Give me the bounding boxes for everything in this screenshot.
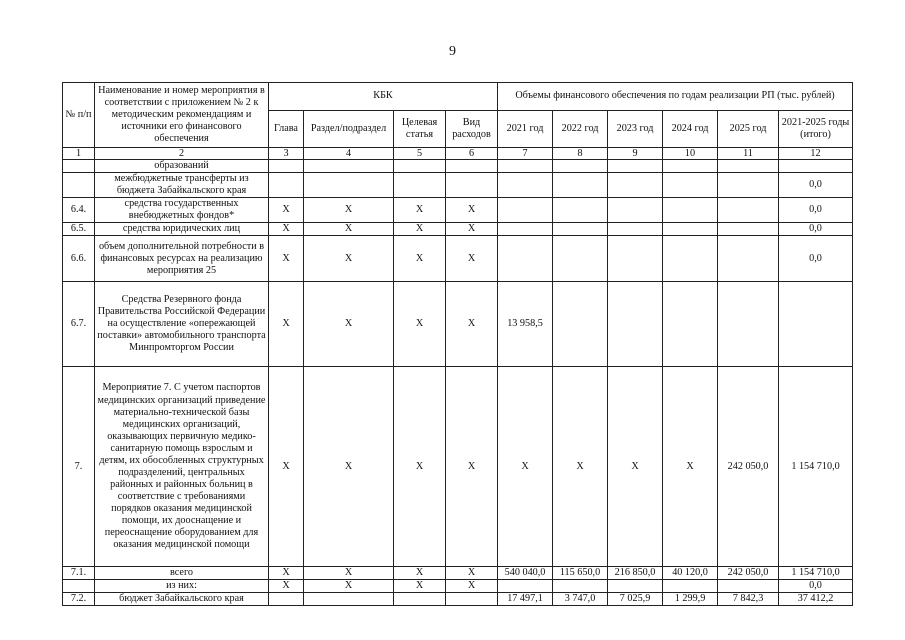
value-2022-cell xyxy=(553,223,608,236)
col-index: 5 xyxy=(394,148,446,160)
value-total-cell: 0,0 xyxy=(779,173,853,198)
row-name: бюджет Забайкальского края xyxy=(95,593,269,606)
row-number: 7. xyxy=(63,367,95,567)
table-row xyxy=(63,223,853,236)
kbk-statya-cell: X xyxy=(394,223,446,236)
value-2025-cell xyxy=(718,198,779,223)
kbk-vid-cell: X xyxy=(446,567,498,580)
value-2025-cell xyxy=(718,236,779,282)
kbk-statya-cell: X xyxy=(394,567,446,580)
value-2023-cell xyxy=(608,282,663,367)
table-row xyxy=(63,580,853,593)
value-2024-cell xyxy=(663,282,718,367)
row-number: 6.5. xyxy=(63,223,95,236)
header-kbk: КБК xyxy=(269,83,498,111)
kbk-statya-cell: X xyxy=(394,580,446,593)
value-2023-cell xyxy=(608,198,663,223)
kbk-razdel-cell: X xyxy=(304,236,394,282)
value-2023-cell xyxy=(608,580,663,593)
kbk-statya-cell: X xyxy=(394,198,446,223)
value-2023-cell: 7 025,9 xyxy=(608,593,663,606)
value-2025-cell: 7 842,3 xyxy=(718,593,779,606)
col-index: 4 xyxy=(304,148,394,160)
col-index: 6 xyxy=(446,148,498,160)
row-number xyxy=(63,173,95,198)
value-2021-cell xyxy=(498,198,553,223)
value-total-cell xyxy=(779,160,853,173)
header-kbk-razdel: Раздел/подраздел xyxy=(304,111,394,148)
col-index: 2 xyxy=(95,148,269,160)
row-number: 6.6. xyxy=(63,236,95,282)
value-2025-cell xyxy=(718,580,779,593)
kbk-razdel-cell: X xyxy=(304,580,394,593)
value-2023-cell: X xyxy=(608,367,663,567)
value-2024-cell xyxy=(663,198,718,223)
row-number xyxy=(63,160,95,173)
col-index: 11 xyxy=(718,148,779,160)
kbk-razdel-cell: X xyxy=(304,223,394,236)
col-index: 3 xyxy=(269,148,304,160)
kbk-glava-cell: X xyxy=(269,198,304,223)
value-2023-cell xyxy=(608,236,663,282)
value-2024-cell xyxy=(663,223,718,236)
value-2022-cell: 3 747,0 xyxy=(553,593,608,606)
table-row xyxy=(63,236,853,282)
value-2021-cell: 13 958,5 xyxy=(498,282,553,367)
kbk-razdel-cell xyxy=(304,173,394,198)
value-2021-cell: X xyxy=(498,367,553,567)
value-2021-cell xyxy=(498,236,553,282)
value-2025-cell xyxy=(718,223,779,236)
table-row xyxy=(63,567,853,580)
page-number: 9 xyxy=(449,44,456,59)
header-year-2025: 2025 год xyxy=(718,111,779,148)
value-2024-cell: X xyxy=(663,367,718,567)
value-total-cell: 1 154 710,0 xyxy=(779,567,853,580)
value-2021-cell xyxy=(498,580,553,593)
value-2024-cell xyxy=(663,160,718,173)
col-index: 1 xyxy=(63,148,95,160)
kbk-glava-cell: X xyxy=(269,223,304,236)
row-number: 6.7. xyxy=(63,282,95,367)
header-year-2022: 2022 год xyxy=(553,111,608,148)
value-2025-cell: 242 050,0 xyxy=(718,367,779,567)
value-2023-cell: 216 850,0 xyxy=(608,567,663,580)
value-2025-cell xyxy=(718,282,779,367)
value-total-cell: 0,0 xyxy=(779,198,853,223)
value-2024-cell: 40 120,0 xyxy=(663,567,718,580)
value-total-cell xyxy=(779,282,853,367)
value-total-cell: 37 412,2 xyxy=(779,593,853,606)
header-year-2021: 2021 год xyxy=(498,111,553,148)
kbk-vid-cell: X xyxy=(446,367,498,567)
kbk-vid-cell: X xyxy=(446,236,498,282)
value-2023-cell xyxy=(608,223,663,236)
col-index: 7 xyxy=(498,148,553,160)
value-total-cell: 0,0 xyxy=(779,236,853,282)
value-2024-cell xyxy=(663,236,718,282)
row-name: образований xyxy=(95,160,269,173)
col-index: 9 xyxy=(608,148,663,160)
header-kbk-statya: Целевая статья xyxy=(394,111,446,148)
kbk-statya-cell xyxy=(394,160,446,173)
header-year-2023: 2023 год xyxy=(608,111,663,148)
kbk-vid-cell: X xyxy=(446,282,498,367)
kbk-razdel-cell: X xyxy=(304,367,394,567)
header-year-2024: 2024 год xyxy=(663,111,718,148)
row-name: средства государственных внебюджетных фондов* xyxy=(95,198,269,223)
value-2022-cell xyxy=(553,580,608,593)
value-2025-cell xyxy=(718,160,779,173)
value-total-cell: 1 154 710,0 xyxy=(779,367,853,567)
value-2025-cell: 242 050,0 xyxy=(718,567,779,580)
column-index-row xyxy=(63,148,853,160)
header-volumes: Объемы финансового обеспечения по годам реализации РП (тыс. рублей) xyxy=(498,83,853,111)
row-name: межбюджетные трансферты из бюджета Забайкальского края xyxy=(95,173,269,198)
kbk-glava-cell xyxy=(269,160,304,173)
kbk-razdel-cell xyxy=(304,593,394,606)
value-2021-cell xyxy=(498,160,553,173)
kbk-vid-cell: X xyxy=(446,580,498,593)
kbk-razdel-cell: X xyxy=(304,282,394,367)
value-2023-cell xyxy=(608,173,663,198)
kbk-glava-cell: X xyxy=(269,236,304,282)
table-row xyxy=(63,198,853,223)
kbk-glava-cell: X xyxy=(269,282,304,367)
col-index: 8 xyxy=(553,148,608,160)
row-name: объем дополнительной потребности в финансовых ресурсах на реализацию мероприятия 25 xyxy=(95,236,269,282)
value-2022-cell xyxy=(553,198,608,223)
row-number: 7.2. xyxy=(63,593,95,606)
value-2022-cell xyxy=(553,173,608,198)
value-2021-cell: 540 040,0 xyxy=(498,567,553,580)
financing-table xyxy=(62,82,853,606)
table-row xyxy=(63,593,853,606)
kbk-vid-cell xyxy=(446,160,498,173)
kbk-vid-cell xyxy=(446,593,498,606)
value-total-cell: 0,0 xyxy=(779,580,853,593)
value-2021-cell xyxy=(498,173,553,198)
value-2023-cell xyxy=(608,160,663,173)
kbk-razdel-cell: X xyxy=(304,567,394,580)
value-2022-cell xyxy=(553,160,608,173)
row-number: 7.1. xyxy=(63,567,95,580)
value-2024-cell xyxy=(663,580,718,593)
kbk-statya-cell: X xyxy=(394,282,446,367)
value-2024-cell xyxy=(663,173,718,198)
header-kbk-glava: Глава xyxy=(269,111,304,148)
table-row xyxy=(63,160,853,173)
table-row xyxy=(63,173,853,198)
value-2025-cell xyxy=(718,173,779,198)
row-number: 6.4. xyxy=(63,198,95,223)
value-2024-cell: 1 299,9 xyxy=(663,593,718,606)
value-2022-cell: 115 650,0 xyxy=(553,567,608,580)
value-2022-cell: X xyxy=(553,367,608,567)
kbk-glava-cell xyxy=(269,173,304,198)
kbk-vid-cell: X xyxy=(446,198,498,223)
table-row xyxy=(63,367,853,567)
value-2021-cell: 17 497,1 xyxy=(498,593,553,606)
value-2022-cell xyxy=(553,282,608,367)
value-total-cell: 0,0 xyxy=(779,223,853,236)
row-number xyxy=(63,580,95,593)
header-year-total: 2021-2025 годы (итого) xyxy=(779,111,853,148)
kbk-glava-cell: X xyxy=(269,367,304,567)
row-name: из них: xyxy=(95,580,269,593)
header-no: № п/п xyxy=(63,83,95,148)
value-2022-cell xyxy=(553,236,608,282)
kbk-glava-cell: X xyxy=(269,580,304,593)
kbk-statya-cell xyxy=(394,173,446,198)
kbk-glava-cell xyxy=(269,593,304,606)
table-row xyxy=(63,282,853,367)
row-name: всего xyxy=(95,567,269,580)
kbk-razdel-cell xyxy=(304,160,394,173)
row-name: средства юридических лиц xyxy=(95,223,269,236)
kbk-statya-cell: X xyxy=(394,236,446,282)
kbk-glava-cell: X xyxy=(269,567,304,580)
col-index: 12 xyxy=(779,148,853,160)
header-kbk-vid: Вид расходов xyxy=(446,111,498,148)
kbk-razdel-cell: X xyxy=(304,198,394,223)
value-2021-cell xyxy=(498,223,553,236)
row-name: Средства Резервного фонда Правительства Российской Федерации на осуществление «опережающей поставки» автомобильного транспорта Минпромторгом России xyxy=(95,282,269,367)
row-name: Мероприятие 7. С учетом паспортов медицинских организаций приведение материально-технической базы медицинских организаций, оказывающих первичную медико-санитарную помощь взрослым и детям, их обособленных структурных подразделений, центральных районных и районных больниц в соответствие с требованиями порядков оказания медицинской помощи, их дооснащение и переоснащение оборудованием для оказания медицинской помощи xyxy=(95,367,269,567)
kbk-vid-cell: X xyxy=(446,223,498,236)
header-name: Наименование и номер мероприятия в соответствии с приложением № 2 к методическим рекомендациям и источники его финансового обеспечения xyxy=(95,83,269,148)
col-index: 10 xyxy=(663,148,718,160)
kbk-statya-cell: X xyxy=(394,367,446,567)
kbk-vid-cell xyxy=(446,173,498,198)
kbk-statya-cell xyxy=(394,593,446,606)
